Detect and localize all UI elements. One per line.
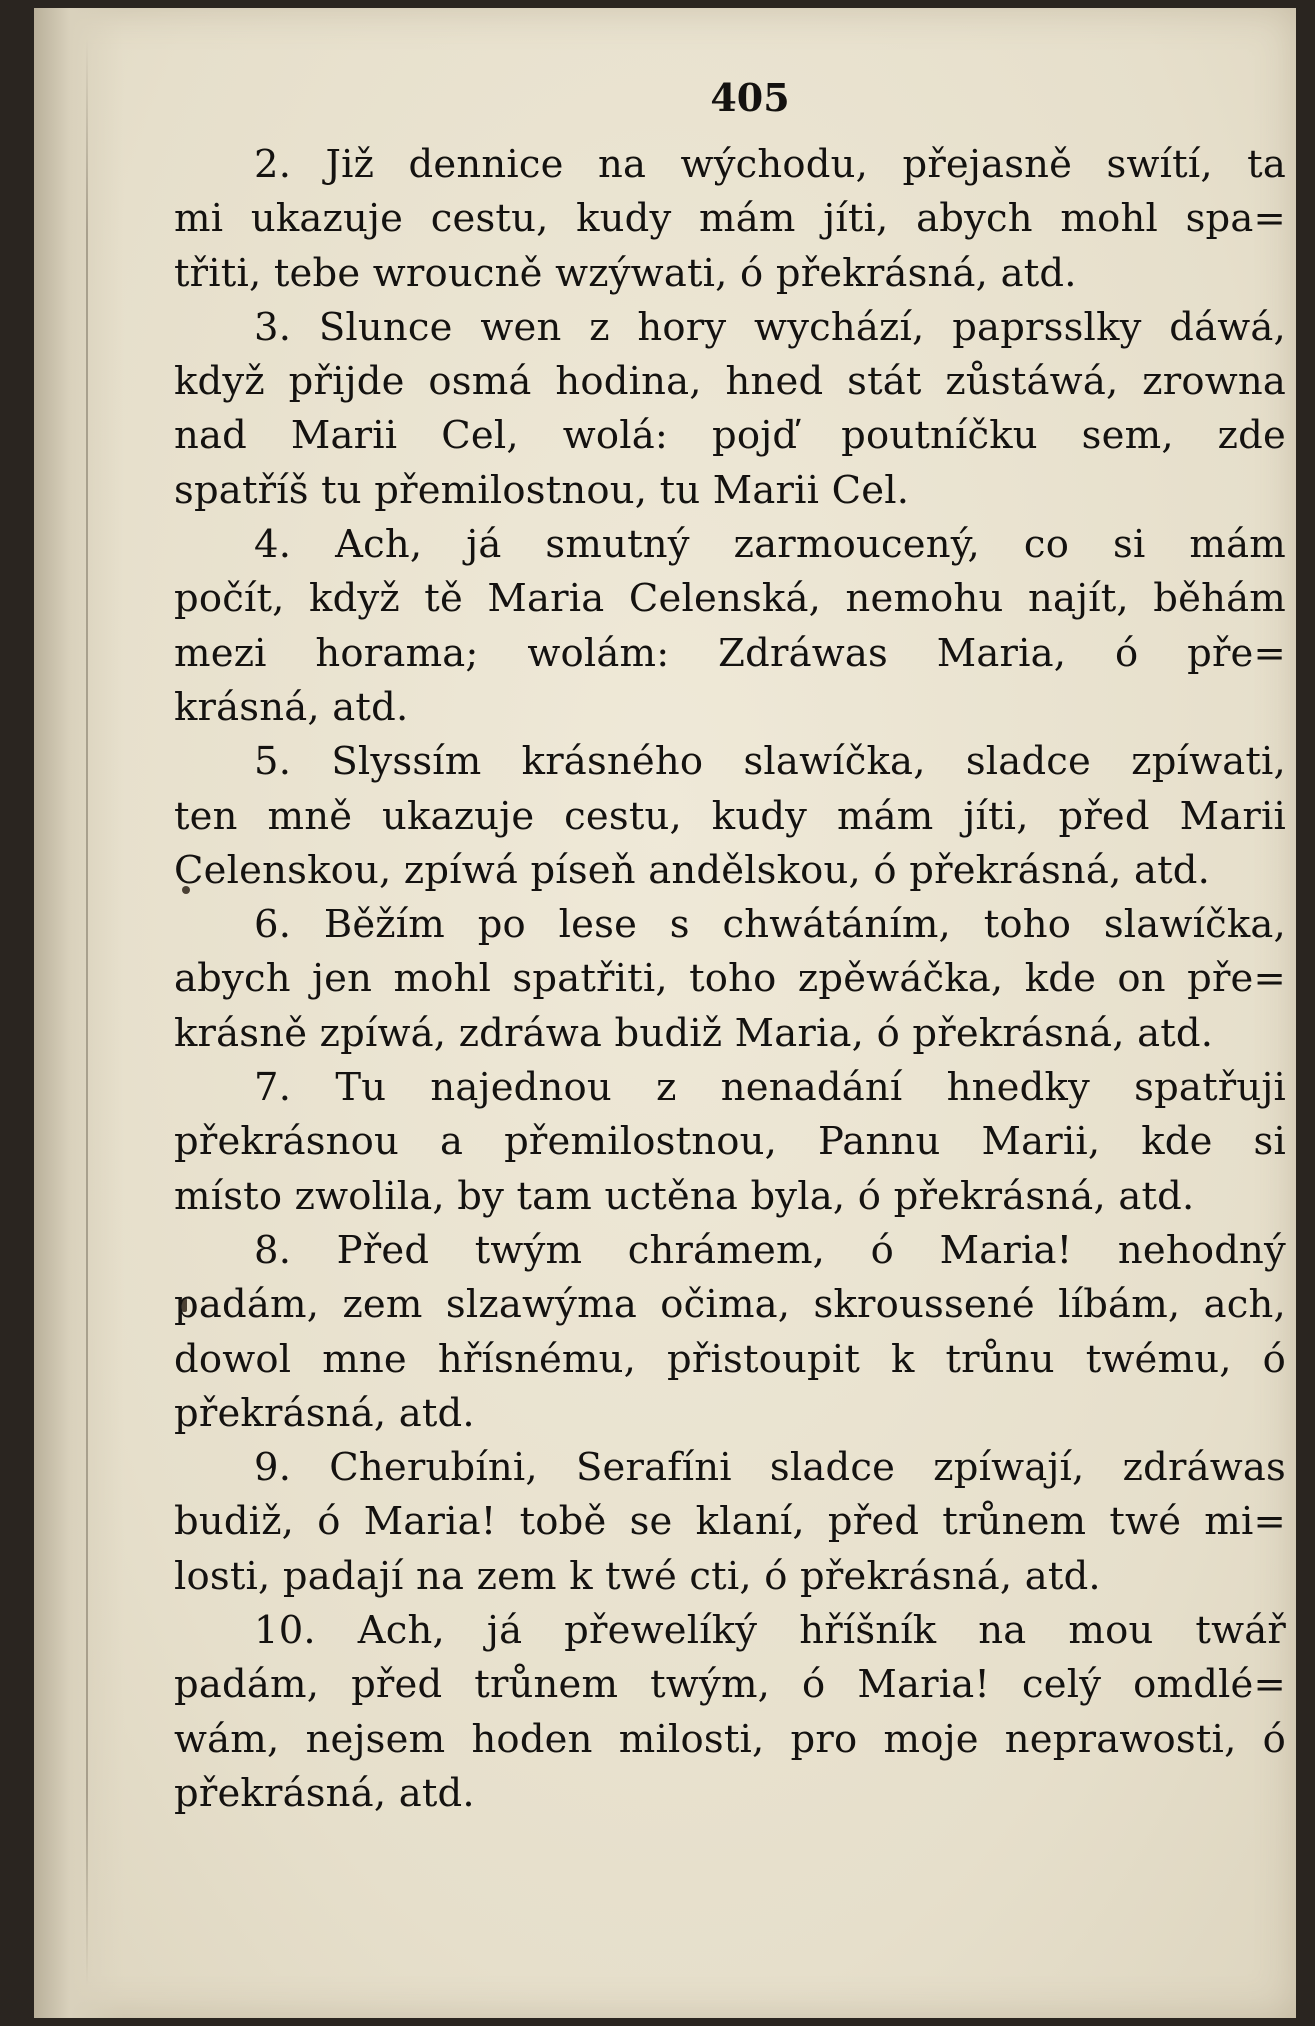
text-line: Celenskou, zpíwá píseň andělskou, ó překrásná, atd. — [174, 847, 1211, 893]
text-line: překrásná, atd. — [174, 1390, 475, 1436]
page-gutter — [34, 8, 124, 2018]
text-line: když přijde osmá hodina, hned stát zůstáwá, zrowna — [174, 359, 1286, 405]
verse-4 — [174, 518, 1286, 735]
text-line: mezi horama; wolám: Zdráwas Maria, ó pře= — [174, 630, 1286, 676]
text-line: 4. Ach, já smutný zarmoucený, co si mám — [254, 522, 1286, 568]
text-line: dowol mne hřísnému, přistoupit k trůnu twému, ó — [174, 1336, 1286, 1382]
page-number: 405 — [710, 75, 790, 120]
text-line: 3. Slunce wen z hory wychází, paprsslky dáwá, — [254, 304, 1286, 350]
text-line: překrásnou a přemilostnou, Pannu Marii, kde si — [174, 1119, 1286, 1165]
text-line: padám, před trůnem twým, ó Maria! celý omdlé= — [174, 1662, 1286, 1708]
verse-5 — [174, 735, 1286, 898]
text-line: překrásná, atd. — [174, 1770, 475, 1816]
text-line: 8. Před twým chrámem, ó Maria! nehodný — [254, 1227, 1286, 1273]
verse-10 — [174, 1604, 1286, 1821]
text-line: místo zwolila, by tam uctěna byla, ó překrásná, atd. — [174, 1173, 1195, 1219]
text-line: počít, když tě Maria Celenská, nemohu najít, běhám — [174, 576, 1286, 622]
text-line: 2. Již dennice na wýchodu, přejasně swítí, ta — [254, 142, 1286, 187]
text-line: 6. Běžím po lese s chwátáním, toho slawíčka, — [254, 902, 1286, 948]
text-line: mi ukazuje cestu, kudy mám jíti, abych mohl spa= — [174, 196, 1286, 242]
binding-line — [86, 38, 88, 1988]
text-line: krásná, atd. — [174, 684, 409, 730]
text-line: 5. Slyssím krásného slawíčka, sladce zpíwati, — [254, 739, 1286, 785]
text-line: ten mně ukazuje cestu, kudy mám jíti, před Marii — [174, 793, 1286, 839]
verse-3 — [174, 301, 1286, 518]
text-line: abych jen mohl spatřiti, toho zpěwáčka, kde on pře= — [174, 956, 1286, 1002]
text-line: 9. Cherubíni, Serafíni sladce zpíwají, zdráwas — [254, 1445, 1286, 1491]
text-line: nad Marii Cel, wolá: pojď poutníčku sem, zde — [174, 413, 1286, 459]
text-line: spatříš tu přemilostnou, tu Marii Cel. — [174, 467, 910, 513]
text-line: 7. Tu najednou z nenadání hnedky spatřuji — [254, 1065, 1286, 1111]
text-line: krásně zpíwá, zdráwa budiž Maria, ó překrásná, atd. — [174, 1010, 1214, 1056]
text-line: padám, zem slzawýma očima, skroussené líbám, ach, — [174, 1282, 1286, 1328]
verse-9 — [174, 1441, 1286, 1604]
verse-2 — [174, 138, 1286, 301]
verse-8 — [174, 1224, 1286, 1441]
text-line: 10. Ach, já přewelíký hříšník na mou twář — [254, 1608, 1286, 1654]
book-page — [34, 8, 1296, 2018]
verse-6 — [174, 898, 1286, 1061]
text-line: budiž, ó Maria! tobě se klaní, před trůnem twé mi= — [174, 1499, 1286, 1545]
text-line: wám, nejsem hoden milosti, pro moje neprawosti, ó — [174, 1716, 1286, 1762]
page-text — [174, 68, 1286, 1821]
text-line: losti, padají na zem k twé cti, ó překrásná, atd. — [174, 1553, 1101, 1599]
verse-7 — [174, 1061, 1286, 1224]
text-line: třiti, tebe wroucně wzýwati, ó překrásná, atd. — [174, 250, 1077, 296]
